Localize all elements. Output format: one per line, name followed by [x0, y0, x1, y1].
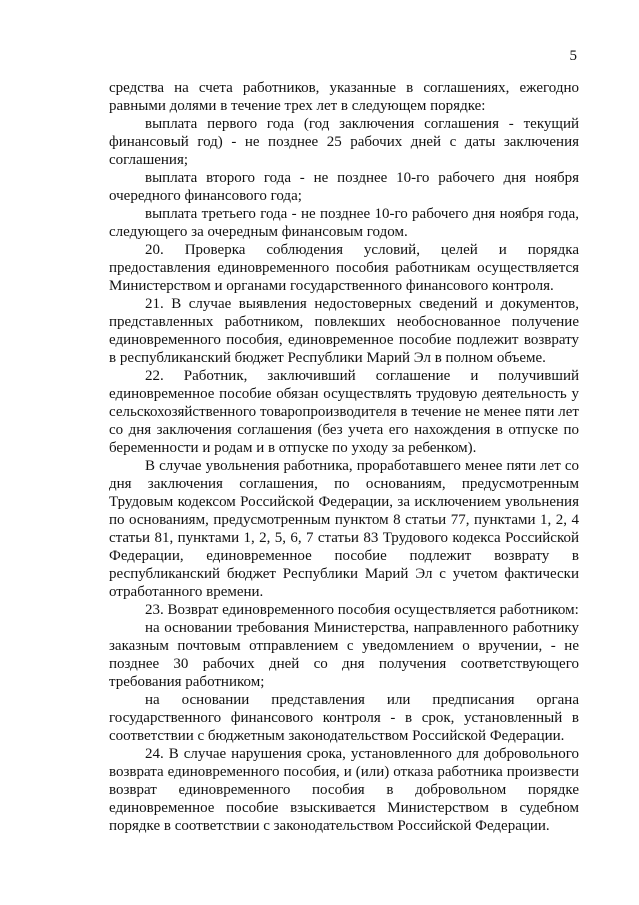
paragraph-3: выплата второго года - не позднее 10-го рабочего дня ноября очередного финансового года; [109, 170, 579, 204]
paragraph-2: выплата первого года (год заключения соглашения - текущий финансовый год) - не позднее 25 рабочих дней с даты заключения соглашения; [109, 116, 579, 168]
paragraph-7: 22. Работник, заключивший соглашение и получивший единовременное пособие обязан осуществлять трудовую деятельность у сельскохозяйственного товаропроизводителя в течение не менее пяти лет со дня заключения соглашения (без учета его нахождения в отпуске по беременности и родам и в отпуске по уходу за ребенком). [109, 368, 579, 456]
paragraph-9: 23. Возврат единовременного пособия осуществляется работником: [145, 602, 579, 618]
paragraph-10: на основании требования Министерства, направленного работнику заказным почтовым отправлением с уведомлением о вручении, - не позднее 30 рабочих дней со дня получения соответствующего требования работником; [109, 620, 579, 690]
paragraph-6: 21. В случае выявления недостоверных сведений и документов, представленных работником, повлекших необоснованное получение единовременного пособия, единовременное пособие подлежит возврату в республиканский бюджет Республики Марий Эл в полном объеме. [109, 296, 579, 366]
paragraph-8: В случае увольнения работника, проработавшего менее пяти лет со дня заключения соглашения, по основаниям, предусмотренным Трудовым кодексом Российской Федерации, за исключением увольнения по основаниям, предусмотренным пунктом 8 статьи 77, пунктами 1, 2, 4 статьи 81, пунктами 1, 2, 5, 6, 7 статьи 83 Трудового кодекса Российской Федерации, единовременное пособие подлежит возврату в республиканский бюджет Республики Марий Эл с учетом фактически отработанного времени. [109, 458, 579, 600]
paragraph-1: средства на счета работников, указанные в соглашениях, ежегодно равными долями в течение трех лет в следующем порядке: [109, 80, 579, 114]
paragraph-5: 20. Проверка соблюдения условий, целей и порядка предоставления единовременного пособия работникам осуществляется Министерством и органами государственного финансового контроля. [109, 242, 579, 294]
paragraph-11: на основании представления или предписания органа государственного финансового контроля - в срок, установленный в соответствии с бюджетным законодательством Российской Федерации. [109, 692, 579, 744]
page-number: 5 [569, 48, 577, 64]
paragraph-12: 24. В случае нарушения срока, установленного для добровольного возврата единовременного пособия, и (или) отказа работника произвести возврат единовременного пособия в добровольном порядке единовременное пособие взыскивается Министерством в судебном порядке в соответствии с законодательством Российской Федерации. [109, 746, 579, 834]
document-body [109, 79, 579, 835]
paragraph-4: выплата третьего года - не позднее 10-го рабочего дня ноября года, следующего за очередным финансовым годом. [109, 206, 579, 240]
